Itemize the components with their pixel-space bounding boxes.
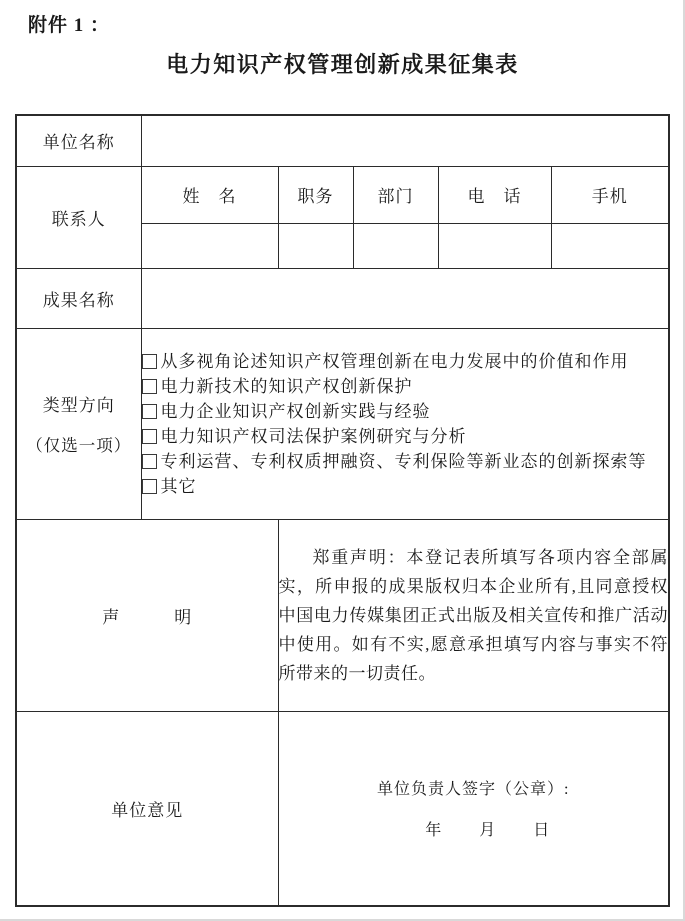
page-title: 电力知识产权管理创新成果征集表 [166, 52, 519, 77]
contact-name-input-cell[interactable] [141, 223, 278, 268]
unit-opinion-label: 单位意见 [16, 711, 278, 906]
type-option-label: 电力知识产权司法保护案例研究与分析 [160, 426, 467, 446]
attachment-label: 附件 1 ： [28, 15, 111, 36]
declaration-text: 郑重声明：本登记表所填写各项内容全部属实，所申报的成果版权归本企业所有,且同意授权中国电力传媒集团正式出版及相关宣传和推广活动中使用。如有不实,愿意承担填写内容与事实不符所带来的一切责任。 [278, 547, 669, 683]
type-option-6[interactable] [142, 474, 669, 499]
table-row-declaration [16, 519, 669, 711]
achievement-name-input-cell[interactable] [141, 268, 669, 328]
contact-label: 联系人 [16, 166, 141, 268]
unit-name-input-cell[interactable] [141, 115, 669, 166]
contact-department-input-cell[interactable] [353, 223, 438, 268]
contact-position-input-cell[interactable] [278, 223, 353, 268]
type-direction-label-line2: （仅选一项） [26, 436, 132, 455]
contact-col-department: 部门 [353, 166, 438, 223]
type-option-label: 从多视角论述知识产权管理创新在电力发展中的价值和作用 [160, 351, 629, 371]
type-option-4[interactable] [142, 424, 669, 449]
type-direction-label [16, 328, 141, 519]
checkbox-icon[interactable] [142, 454, 157, 469]
type-option-1[interactable] [142, 349, 669, 374]
contact-col-phone: 电 话 [438, 166, 551, 223]
type-option-label: 专利运营、专利权质押融资、专利保险等新业态的创新探索等 [160, 451, 647, 471]
type-option-label: 其它 [160, 476, 197, 496]
type-option-3[interactable] [142, 399, 669, 424]
type-option-label: 电力新技术的知识产权创新保护 [160, 376, 413, 396]
table-row-unit-opinion [16, 711, 669, 906]
checkbox-icon[interactable] [142, 479, 157, 494]
declaration-text-cell [278, 519, 669, 711]
contact-col-mobile: 手机 [551, 166, 669, 223]
achievement-name-label: 成果名称 [16, 268, 141, 328]
table-row-type-direction [16, 328, 669, 519]
unit-name-label: 单位名称 [16, 115, 141, 166]
contact-col-name: 姓 名 [141, 166, 278, 223]
date-line-label: 年 月 日 [425, 822, 552, 840]
form-table [15, 114, 670, 907]
checkbox-icon[interactable] [142, 379, 157, 394]
checkbox-icon[interactable] [142, 429, 157, 444]
contact-phone-input-cell[interactable] [438, 223, 551, 268]
type-option-2[interactable] [142, 374, 669, 399]
unit-opinion-signature-cell[interactable] [278, 711, 669, 906]
type-direction-label-line1: 类型方向 [42, 396, 115, 415]
table-row-contact-header [16, 166, 669, 223]
signature-line-label: 单位负责人签字（公章）: [377, 781, 570, 799]
checkbox-icon[interactable] [142, 354, 157, 369]
type-option-5[interactable] [142, 449, 669, 474]
contact-mobile-input-cell[interactable] [551, 223, 669, 268]
type-option-label: 电力企业知识产权创新实践与经验 [160, 401, 431, 421]
table-row-achievement-name [16, 268, 669, 328]
declaration-label: 声 明 [16, 519, 278, 711]
type-direction-options-cell [141, 328, 669, 519]
checkbox-icon[interactable] [142, 404, 157, 419]
table-row-unit-name [16, 115, 669, 166]
contact-col-position: 职务 [278, 166, 353, 223]
